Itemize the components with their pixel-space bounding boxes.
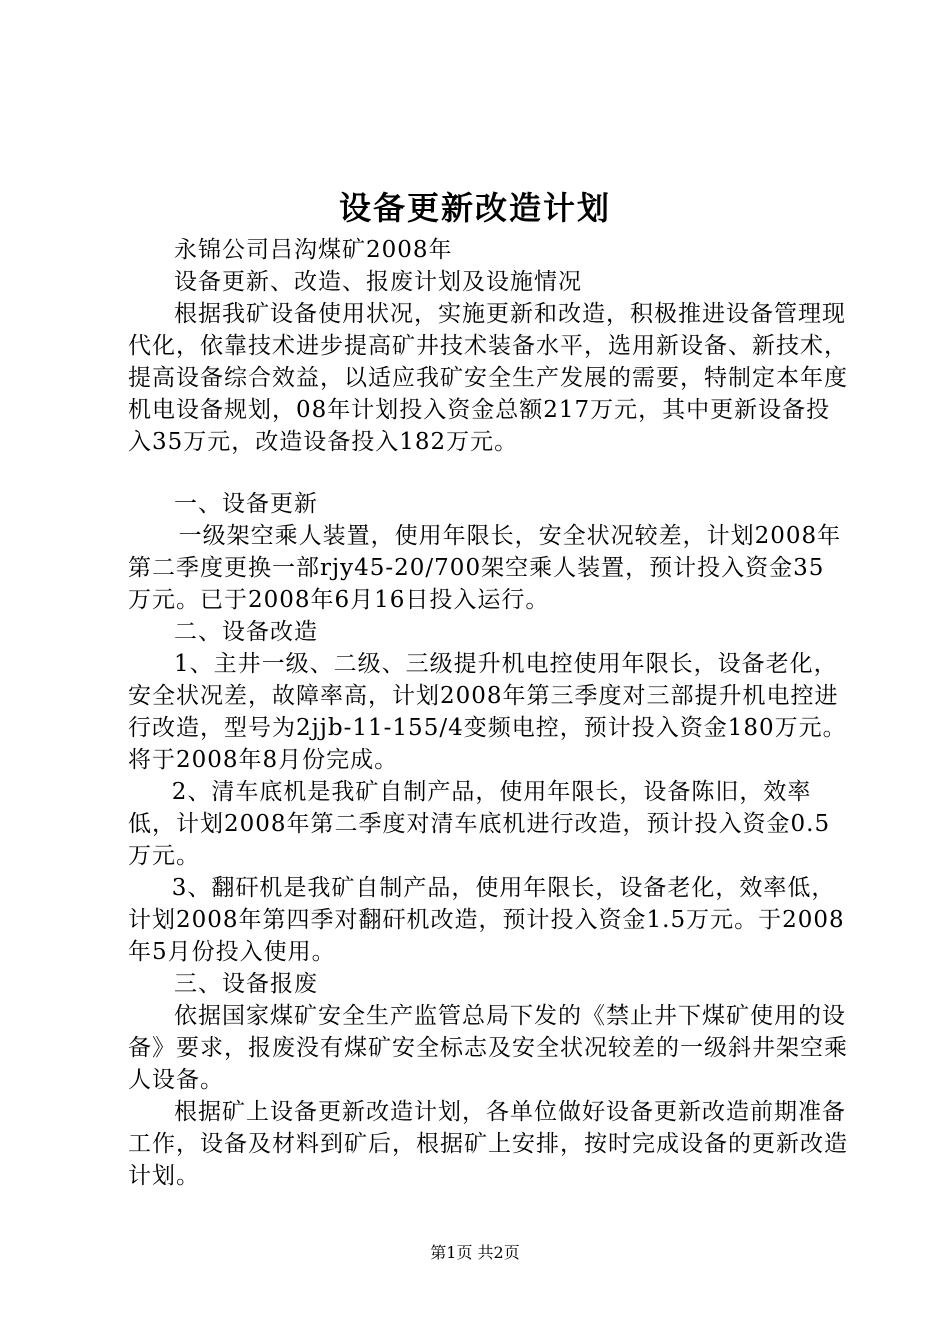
paragraph-intro: 根据我矿设备使用状况，实施更新和改造，积极推进设备管理现代化，依靠技术进步提高矿井技术装备水平，选用新设备、新技术，提高设备综合效益，以适应我矿安全生产发展的需要，特制定本年度机电设备规划，08年计划投入资金总额217万元，其中更新设备投入35万元，改造设备投入182万元。 (128, 301, 848, 455)
document-title: 设备更新改造计划 (338, 189, 611, 227)
paragraph-subtitle: 设备更新、改造、报废计划及设施情况 (174, 269, 582, 295)
section-heading-retrofit: 二、设备改造 (174, 619, 318, 645)
document-body (128, 234, 848, 1192)
paragraph-company-year: 永锦公司吕沟煤矿2008年 (174, 237, 453, 263)
paragraph-update-item: 一级架空乘人装置，使用年限长，安全状况较差，计划2008年第二季度更换一部rjy45-20/700架空乘人装置，预计投入资金35万元。已于2008年6月16日投入运行。 (128, 523, 842, 613)
paragraph-retrofit-item-3: 3、翻矸机是我矿自制产品，使用年限长，设备老化，效率低，计划2008年第四季对翻矸机改造，预计投入资金1.5万元。于2008年5月份投入使用。 (128, 875, 845, 965)
paragraph-retrofit-item-2: 2、清车底机是我矿自制产品，使用年限长，设备陈旧，效率低，计划2008年第二季度对清车底机进行改造，预计投入资金0.5万元。 (128, 779, 831, 869)
paragraph-scrap-item: 依据国家煤矿安全生产监管总局下发的《禁止井下煤矿使用的设备》要求，报废没有煤矿安全标志及安全状况较差的一级斜井架空乘人设备。 (128, 1003, 848, 1093)
paragraph-gap (128, 458, 848, 488)
section-heading-update: 一、设备更新 (174, 491, 318, 517)
page-number-footer: 第1页 共2页 (430, 1243, 520, 1262)
paragraph-retrofit-item-1: 1、主井一级、二级、三级提升机电控使用年限长，设备老化，安全状况差，故障率高，计划2008年第三季度对三部提升机电控进行改造，型号为2jjb-11-155/4变频电控，预计投入资金180万元。将于2008年8月份完成。 (128, 651, 847, 773)
section-heading-scrap: 三、设备报废 (174, 971, 318, 997)
paragraph-closing: 根据矿上设备更新改造计划，各单位做好设备更新改造前期准备工作，设备及材料到矿后，根据矿上安排，按时完成设备的更新改造计划。 (128, 1099, 848, 1189)
